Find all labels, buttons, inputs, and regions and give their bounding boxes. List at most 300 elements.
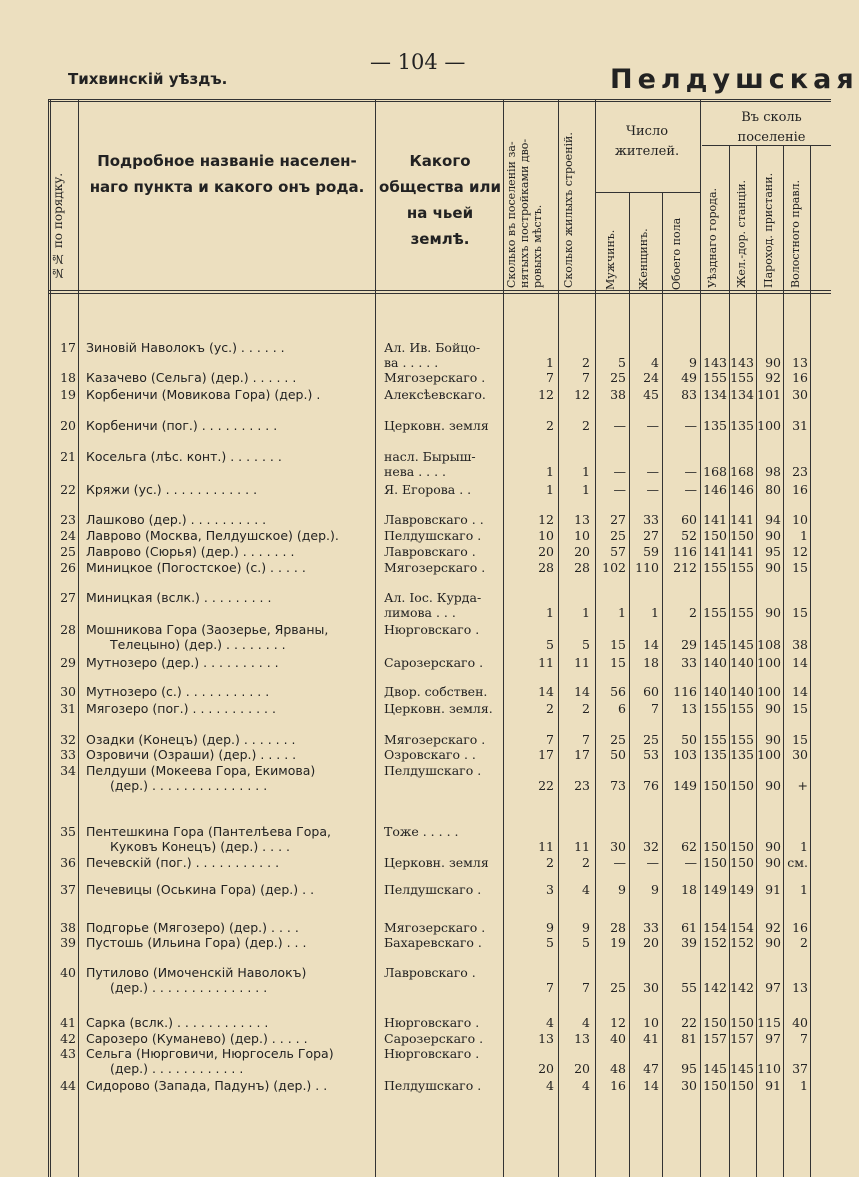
- settlement-name: Казачево (Сельга) (дер.) . . . . . .: [86, 370, 297, 385]
- row-number: 31: [60, 701, 76, 716]
- value-cell: 17: [538, 747, 554, 762]
- value-cell: +: [797, 778, 808, 793]
- value-cell: 155: [703, 732, 727, 747]
- value-cell: —: [646, 464, 659, 479]
- society-name: лимова . . .: [384, 605, 456, 620]
- value-cell: 154: [703, 920, 727, 935]
- value-cell: —: [613, 464, 626, 479]
- value-cell: 14: [574, 684, 590, 699]
- row-number: 23: [60, 512, 76, 527]
- value-cell: 14: [643, 637, 659, 652]
- society-name: Алексѣевскаго.: [384, 387, 486, 402]
- value-cell: 2: [582, 855, 590, 870]
- value-cell: 28: [538, 560, 554, 575]
- value-cell: 110: [757, 1061, 781, 1076]
- value-cell: 14: [792, 655, 808, 670]
- value-cell: 48: [610, 1061, 626, 1076]
- value-cell: 16: [792, 482, 808, 497]
- settlement-name: Печевскій (пог.) . . . . . . . . . . .: [86, 855, 280, 870]
- value-cell: 90: [765, 560, 781, 575]
- settlement-name: Миницкое (Погостское) (с.) . . . . .: [86, 560, 306, 575]
- value-cell: 1: [800, 882, 808, 897]
- value-cell: 29: [681, 637, 697, 652]
- rule-column-1: [375, 99, 376, 1177]
- value-cell: 150: [703, 855, 727, 870]
- value-cell: 5: [546, 637, 554, 652]
- value-cell: 76: [643, 778, 659, 793]
- value-cell: 27: [610, 512, 626, 527]
- settlement-name: Кряжи (ус.) . . . . . . . . . . . .: [86, 482, 258, 497]
- value-cell: 11: [574, 839, 590, 854]
- value-cell: 13: [792, 355, 808, 370]
- settlement-name: Корбеничи (пог.) . . . . . . . . . .: [86, 418, 278, 433]
- value-cell: 91: [765, 882, 781, 897]
- value-cell: 100: [757, 684, 781, 699]
- value-cell: 7: [582, 370, 590, 385]
- value-cell: 2: [689, 605, 697, 620]
- row-number: 36: [60, 855, 76, 870]
- value-cell: 37: [792, 1061, 808, 1076]
- value-cell: 73: [610, 778, 626, 793]
- value-cell: 22: [538, 778, 554, 793]
- row-number: 28: [60, 622, 76, 637]
- settlement-name: Печевицы (Оськина Гора) (дер.) . .: [86, 882, 315, 897]
- society-name: насл. Бырыш-: [384, 449, 476, 464]
- value-cell: 38: [792, 637, 808, 652]
- header-women: Женщинъ.: [637, 228, 650, 290]
- value-cell: 5: [582, 935, 590, 950]
- settlement-name: Сидорово (Запада, Падунъ) (дер.) . .: [86, 1078, 328, 1093]
- value-cell: 155: [703, 370, 727, 385]
- value-cell: 38: [610, 387, 626, 402]
- settlement-name: Телецыно) (дер.) . . . . . . . .: [110, 637, 286, 652]
- value-cell: 90: [765, 355, 781, 370]
- value-cell: 1: [582, 464, 590, 479]
- society-name: Церковн. земля.: [384, 701, 493, 716]
- value-cell: 2: [546, 701, 554, 716]
- society-name: Нюрговскаго .: [384, 1015, 480, 1030]
- value-cell: 30: [792, 387, 808, 402]
- value-cell: 150: [703, 839, 727, 854]
- value-cell: 15: [792, 701, 808, 716]
- value-cell: —: [613, 482, 626, 497]
- value-cell: 141: [730, 512, 754, 527]
- header-name: Подробное названіе населен- наго пункта и какого онъ рода.: [89, 152, 365, 196]
- society-name: Лавровскаго .: [384, 544, 476, 559]
- settlement-name: Путилово (Имоченскій Наволокъ): [86, 965, 307, 980]
- rule-top: [48, 99, 831, 100]
- society-name: Лавровскаго . .: [384, 512, 484, 527]
- value-cell: 155: [703, 560, 727, 575]
- value-cell: 25: [610, 732, 626, 747]
- value-cell: 97: [765, 980, 781, 995]
- value-cell: 143: [730, 355, 754, 370]
- society-name: Мягозерскаго .: [384, 560, 486, 575]
- value-cell: 5: [546, 935, 554, 950]
- value-cell: 155: [730, 560, 754, 575]
- value-cell: 50: [610, 747, 626, 762]
- value-cell: 1: [651, 605, 659, 620]
- value-cell: 7: [546, 370, 554, 385]
- value-cell: 7: [800, 1031, 808, 1046]
- value-cell: 145: [703, 1061, 727, 1076]
- value-cell: 15: [792, 560, 808, 575]
- value-cell: 52: [681, 528, 697, 543]
- value-cell: 149: [673, 778, 697, 793]
- value-cell: 1: [618, 605, 626, 620]
- settlement-name: Лаврово (Сюрья) (дер.) . . . . . . .: [86, 544, 295, 559]
- value-cell: 31: [792, 418, 808, 433]
- value-cell: 11: [538, 655, 554, 670]
- value-cell: 150: [730, 839, 754, 854]
- value-cell: 2: [546, 855, 554, 870]
- value-cell: 150: [730, 528, 754, 543]
- value-cell: 90: [765, 528, 781, 543]
- value-cell: 90: [765, 732, 781, 747]
- rule-column-11: [810, 145, 811, 1177]
- value-cell: 30: [792, 747, 808, 762]
- value-cell: 2: [582, 701, 590, 716]
- value-cell: 17: [574, 747, 590, 762]
- value-cell: 146: [730, 482, 754, 497]
- value-cell: 13: [538, 1031, 554, 1046]
- value-cell: 90: [765, 855, 781, 870]
- value-cell: 7: [546, 732, 554, 747]
- value-cell: 135: [730, 418, 754, 433]
- volost-title: Пелдушская: [610, 64, 859, 95]
- row-number: 38: [60, 920, 76, 935]
- value-cell: 150: [703, 1015, 727, 1030]
- rule-header-bottom: [48, 293, 831, 294]
- value-cell: 155: [730, 370, 754, 385]
- society-name: Бахаревскаго .: [384, 935, 482, 950]
- row-number: 21: [60, 449, 76, 464]
- value-cell: 141: [703, 544, 727, 559]
- row-number: 24: [60, 528, 76, 543]
- value-cell: 2: [800, 935, 808, 950]
- value-cell: 4: [582, 882, 590, 897]
- value-cell: 150: [730, 855, 754, 870]
- row-number: 40: [60, 965, 76, 980]
- row-number: 33: [60, 747, 76, 762]
- value-cell: 90: [765, 935, 781, 950]
- value-cell: 146: [703, 482, 727, 497]
- row-number: 43: [60, 1046, 76, 1061]
- value-cell: 150: [730, 1078, 754, 1093]
- value-cell: 4: [582, 1078, 590, 1093]
- value-cell: 98: [765, 464, 781, 479]
- value-cell: 142: [730, 980, 754, 995]
- row-number: 18: [60, 370, 76, 385]
- value-cell: 33: [643, 920, 659, 935]
- value-cell: 2: [582, 355, 590, 370]
- row-number: 30: [60, 684, 76, 699]
- value-cell: 16: [792, 370, 808, 385]
- value-cell: 14: [643, 1078, 659, 1093]
- row-number: 34: [60, 763, 76, 778]
- society-name: Я. Егорова . .: [384, 482, 472, 497]
- settlement-name: Миницкая (вслк.) . . . . . . . . .: [86, 590, 272, 605]
- value-cell: 1: [546, 482, 554, 497]
- value-cell: 12: [792, 544, 808, 559]
- value-cell: 28: [574, 560, 590, 575]
- value-cell: 9: [582, 920, 590, 935]
- value-cell: 4: [546, 1078, 554, 1093]
- rule-column-2: [503, 99, 504, 1177]
- society-name: Пелдушскаго .: [384, 763, 482, 778]
- header-households: Сколько въ поселеніи за- нятыхъ постройками дво- ровыхъ мѣстъ.: [505, 138, 544, 288]
- settlement-name: Корбеничи (Мовикова Гора) (дер.) .: [86, 387, 321, 402]
- value-cell: 13: [681, 701, 697, 716]
- value-cell: 150: [703, 528, 727, 543]
- value-cell: 80: [765, 482, 781, 497]
- header-inhabitants: Число жителей.: [614, 124, 680, 159]
- value-cell: 15: [610, 655, 626, 670]
- society-name: ва . . . . .: [384, 355, 439, 370]
- settlement-name: Мошникова Гора (Заозерье, Ярваны,: [86, 622, 329, 637]
- value-cell: 56: [610, 684, 626, 699]
- value-cell: 25: [610, 370, 626, 385]
- value-cell: 22: [681, 1015, 697, 1030]
- society-name: Мягозерскаго .: [384, 370, 486, 385]
- value-cell: 10: [538, 528, 554, 543]
- society-name: Ал. Іос. Курда-: [384, 590, 482, 605]
- value-cell: 50: [681, 732, 697, 747]
- value-cell: 142: [703, 980, 727, 995]
- row-number: 20: [60, 418, 76, 433]
- value-cell: 150: [703, 778, 727, 793]
- settlement-name: (дер.) . . . . . . . . . . . . . . .: [110, 778, 268, 793]
- settlement-name: (дер.) . . . . . . . . . . . . . . .: [110, 980, 268, 995]
- value-cell: 7: [582, 980, 590, 995]
- value-cell: 61: [681, 920, 697, 935]
- value-cell: 152: [730, 935, 754, 950]
- value-cell: 30: [643, 980, 659, 995]
- value-cell: 11: [538, 839, 554, 854]
- value-cell: 15: [610, 637, 626, 652]
- value-cell: —: [684, 418, 697, 433]
- value-cell: 13: [792, 980, 808, 995]
- value-cell: 7: [546, 980, 554, 995]
- settlement-name: Озадки (Конецъ) (дер.) . . . . . . .: [86, 732, 296, 747]
- value-cell: 91: [765, 1078, 781, 1093]
- settlement-name: (дер.) . . . . . . . . . . . .: [110, 1061, 244, 1076]
- value-cell: 94: [765, 512, 781, 527]
- value-cell: 10: [792, 512, 808, 527]
- value-cell: 41: [643, 1031, 659, 1046]
- value-cell: 11: [574, 655, 590, 670]
- value-cell: 149: [703, 882, 727, 897]
- value-cell: 18: [681, 882, 697, 897]
- value-cell: 115: [757, 1015, 781, 1030]
- value-cell: 16: [610, 1078, 626, 1093]
- value-cell: 168: [730, 464, 754, 479]
- value-cell: 100: [757, 747, 781, 762]
- value-cell: 90: [765, 778, 781, 793]
- value-cell: 1: [800, 839, 808, 854]
- value-cell: 150: [730, 778, 754, 793]
- row-number: 41: [60, 1015, 76, 1030]
- value-cell: 1: [546, 605, 554, 620]
- value-cell: 1: [582, 482, 590, 497]
- value-cell: 97: [765, 1031, 781, 1046]
- value-cell: 145: [703, 637, 727, 652]
- value-cell: 3: [546, 882, 554, 897]
- society-name: Пелдушскаго .: [384, 882, 482, 897]
- value-cell: 14: [792, 684, 808, 699]
- society-name: Лавровскаго .: [384, 965, 476, 980]
- value-cell: 5: [582, 637, 590, 652]
- value-cell: 155: [730, 605, 754, 620]
- row-number: 42: [60, 1031, 76, 1046]
- value-cell: 141: [730, 544, 754, 559]
- value-cell: 110: [635, 560, 659, 575]
- settlement-name: Пустошь (Ильина Гора) (дер.) . . .: [86, 935, 307, 950]
- value-cell: 135: [703, 747, 727, 762]
- settlement-name: Сарка (вслк.) . . . . . . . . . . . .: [86, 1015, 269, 1030]
- value-cell: 154: [730, 920, 754, 935]
- settlement-name: Сельга (Нюрговичи, Нюргосель Гора): [86, 1046, 334, 1061]
- value-cell: 25: [610, 528, 626, 543]
- value-cell: 83: [681, 387, 697, 402]
- value-cell: 212: [673, 560, 697, 575]
- value-cell: 155: [703, 701, 727, 716]
- value-cell: 47: [643, 1061, 659, 1076]
- value-cell: —: [613, 855, 626, 870]
- value-cell: 40: [792, 1015, 808, 1030]
- value-cell: 27: [643, 528, 659, 543]
- value-cell: 14: [538, 684, 554, 699]
- value-cell: 59: [643, 544, 659, 559]
- society-name: Церковн. земля: [384, 855, 489, 870]
- page-number: — 104 —: [370, 50, 466, 74]
- header-society: Какого общества или на чьей землѣ.: [379, 152, 501, 248]
- row-number: 37: [60, 882, 76, 897]
- value-cell: 9: [618, 882, 626, 897]
- value-cell: 53: [643, 747, 659, 762]
- value-cell: 145: [730, 1061, 754, 1076]
- society-name: Пелдушскаго .: [384, 1078, 482, 1093]
- value-cell: 9: [546, 920, 554, 935]
- value-cell: 24: [643, 370, 659, 385]
- society-name: Церковн. земля: [384, 418, 489, 433]
- value-cell: 135: [730, 747, 754, 762]
- value-cell: —: [684, 464, 697, 479]
- value-cell: 23: [792, 464, 808, 479]
- value-cell: 140: [730, 655, 754, 670]
- society-name: Сарозерскаго .: [384, 1031, 484, 1046]
- value-cell: 102: [602, 560, 626, 575]
- settlement-name: Мягозеро (пог.) . . . . . . . . . . .: [86, 701, 276, 716]
- row-number: 39: [60, 935, 76, 950]
- value-cell: 20: [574, 1061, 590, 1076]
- settlement-name: Мутнозеро (с.) . . . . . . . . . . .: [86, 684, 270, 699]
- value-cell: 90: [765, 839, 781, 854]
- value-cell: —: [684, 855, 697, 870]
- uezd-title: Тихвинскій уѣздъ.: [68, 70, 228, 88]
- value-cell: 33: [643, 512, 659, 527]
- settlement-name: Зиновій Наволокъ (ус.) . . . . . .: [86, 340, 285, 355]
- value-cell: 4: [546, 1015, 554, 1030]
- value-cell: 155: [730, 701, 754, 716]
- row-number: 35: [60, 824, 76, 839]
- settlement-name: Куковъ Конецъ) (дер.) . . . .: [110, 839, 290, 854]
- header-men: Мужчинъ.: [604, 229, 617, 290]
- value-cell: 30: [681, 1078, 697, 1093]
- value-cell: 7: [582, 732, 590, 747]
- row-number: 29: [60, 655, 76, 670]
- society-name: Сарозерскаго .: [384, 655, 484, 670]
- value-cell: 49: [681, 370, 697, 385]
- value-cell: 33: [681, 655, 697, 670]
- value-cell: 7: [651, 701, 659, 716]
- value-cell: 19: [610, 935, 626, 950]
- value-cell: 25: [610, 980, 626, 995]
- value-cell: 1: [546, 464, 554, 479]
- rule-column-0: [78, 99, 79, 1177]
- value-cell: 60: [643, 684, 659, 699]
- settlement-name: Мутнозеро (дер.) . . . . . . . . . .: [86, 655, 279, 670]
- value-cell: 4: [651, 355, 659, 370]
- row-number: 26: [60, 560, 76, 575]
- header-num: №№ по порядку.: [51, 172, 65, 280]
- value-cell: 40: [610, 1031, 626, 1046]
- value-cell: —: [646, 855, 659, 870]
- value-cell: 152: [703, 935, 727, 950]
- rule-left: [48, 99, 49, 1177]
- value-cell: 57: [610, 544, 626, 559]
- value-cell: 150: [730, 1015, 754, 1030]
- value-cell: 145: [730, 637, 754, 652]
- society-name: Тоже . . . . .: [384, 824, 459, 839]
- row-number: 27: [60, 590, 76, 605]
- settlement-name: Косельга (лѣс. конт.) . . . . . . .: [86, 449, 282, 464]
- value-cell: 20: [538, 544, 554, 559]
- value-cell: 12: [574, 387, 590, 402]
- header-both: Обоего пола: [670, 217, 683, 290]
- value-cell: 39: [681, 935, 697, 950]
- value-cell: 16: [792, 920, 808, 935]
- value-cell: 143: [703, 355, 727, 370]
- value-cell: 150: [703, 1078, 727, 1093]
- society-name: Нюрговскаго .: [384, 1046, 480, 1061]
- value-cell: 134: [730, 387, 754, 402]
- value-cell: —: [684, 482, 697, 497]
- value-cell: 135: [703, 418, 727, 433]
- value-cell: 45: [643, 387, 659, 402]
- value-cell: 28: [610, 920, 626, 935]
- value-cell: 4: [582, 1015, 590, 1030]
- header-distance: Въ сколь поселеніе: [737, 110, 806, 145]
- value-cell: 10: [643, 1015, 659, 1030]
- value-cell: 157: [730, 1031, 754, 1046]
- value-cell: 140: [730, 684, 754, 699]
- value-cell: 9: [651, 882, 659, 897]
- value-cell: 10: [574, 528, 590, 543]
- settlement-name: Пентешкина Гора (Пантелѣева Гора,: [86, 824, 331, 839]
- value-cell: 92: [765, 370, 781, 385]
- value-cell: 116: [673, 684, 697, 699]
- value-cell: —: [613, 418, 626, 433]
- society-name: нева . . . .: [384, 464, 447, 479]
- value-cell: 18: [643, 655, 659, 670]
- value-cell: 32: [643, 839, 659, 854]
- row-number: 44: [60, 1078, 76, 1093]
- value-cell: 30: [610, 839, 626, 854]
- society-name: Мягозерскаго .: [384, 732, 486, 747]
- row-number: 22: [60, 482, 76, 497]
- value-cell: 141: [703, 512, 727, 527]
